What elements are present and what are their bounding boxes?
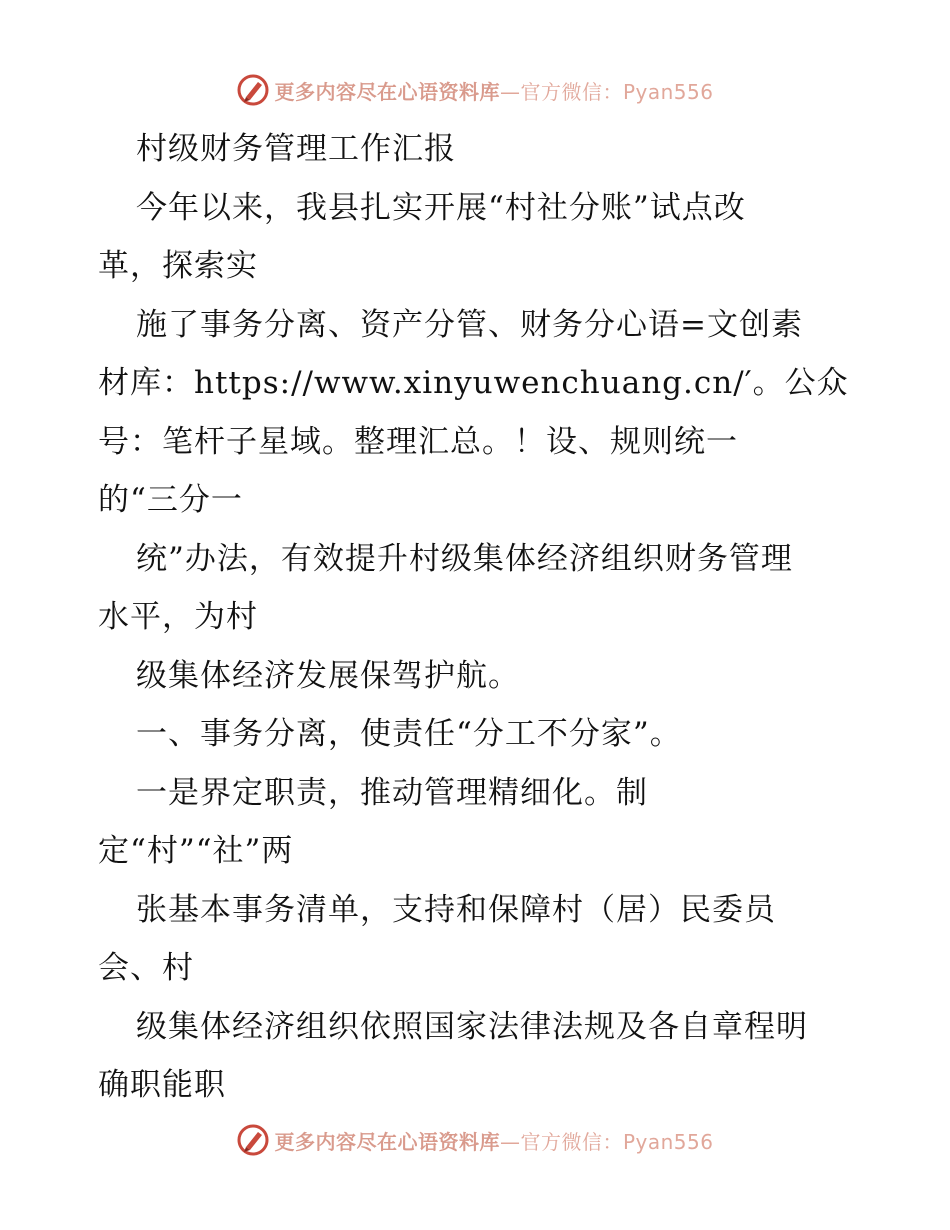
document-title: 村级财务管理工作汇报 — [136, 131, 456, 167]
paragraph-line: 会、村 — [98, 950, 194, 986]
paragraph-line: 级集体经济组织依照国家法律法规及各自章程明 — [136, 1008, 808, 1045]
watermark-text — [274, 1126, 713, 1155]
section-heading: 一、事务分离，使责任“分工不分家”。 — [136, 716, 682, 752]
pen-logo-icon — [236, 73, 270, 107]
pen-logo-icon — [236, 1123, 270, 1157]
paragraph-line: 施了事务分离、资产分管、财务分心语=文创素 — [136, 306, 803, 343]
watermark-contact-text: —官方微信：Pyan556 — [499, 1129, 714, 1154]
watermark-contact-text: —官方微信：Pyan556 — [499, 79, 714, 104]
paragraph-line: 一是界定职责，推动管理精细化。制 — [136, 774, 648, 811]
paragraph-line: 级集体经济发展保驾护航。 — [136, 657, 520, 694]
paragraph-line: 材库：https://www.xinyuwenchuang.cn/′。公众 — [98, 365, 849, 401]
watermark-banner-bottom — [0, 1120, 950, 1160]
paragraph-line: 定“村”“社”两 — [98, 833, 294, 869]
paragraph-line: 号：笔杆子星域。整理汇总。！设、规则统一 — [98, 423, 738, 460]
paragraph-line: 水平，为村 — [98, 599, 258, 635]
paragraph-line: 张基本事务清单，支持和保障村（居）民委员 — [136, 891, 776, 928]
paragraph-line: 的“三分一 — [98, 482, 243, 518]
watermark-banner-top — [0, 70, 950, 110]
watermark-site-text: 更多内容尽在心语资料库 — [274, 79, 500, 104]
paragraph-line: 确职能职 — [98, 1067, 226, 1103]
watermark-text — [274, 76, 713, 105]
document-body — [98, 120, 888, 1115]
paragraph-line: 今年以来，我县扎实开展“村社分账”试点改 — [136, 189, 746, 226]
paragraph-line: 革，探索实 — [98, 248, 258, 284]
paragraph-line: 统”办法，有效提升村级集体经济组织财务管理 — [136, 540, 793, 577]
watermark-site-text: 更多内容尽在心语资料库 — [274, 1129, 500, 1154]
